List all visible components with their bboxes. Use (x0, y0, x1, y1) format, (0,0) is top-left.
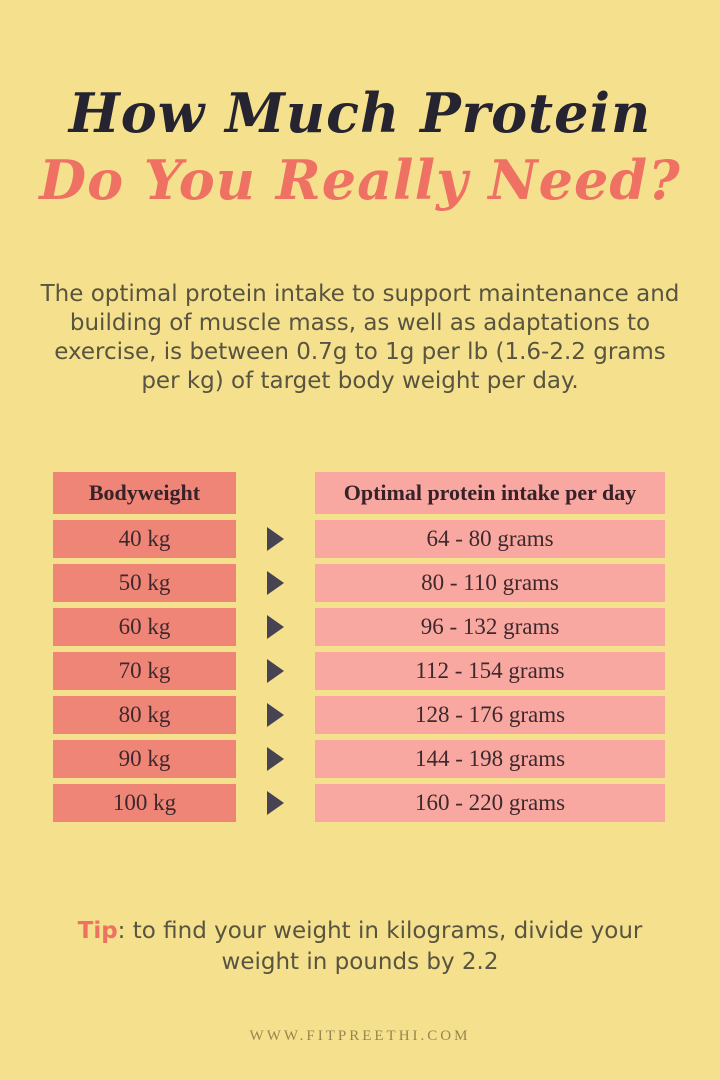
table-header-row (53, 472, 665, 514)
table-row (53, 520, 665, 558)
header-spacer (236, 472, 315, 514)
intake-cell: 112 - 154 grams (315, 652, 665, 690)
right-arrow-icon (267, 703, 284, 727)
intake-cell: 128 - 176 grams (315, 696, 665, 734)
intake-cell: 80 - 110 grams (315, 564, 665, 602)
intro-paragraph: The optimal protein intake to support maintenance and building of muscle mass, as well as adaptations to exercise, is between 0.7g to 1g per lb (1.6-2.2 grams per kg) of target body weight per day. (40, 281, 680, 394)
right-arrow-icon (267, 615, 284, 639)
title-line-1: How Much Protein (68, 81, 652, 145)
table-row (53, 696, 665, 734)
tip-section (0, 916, 720, 978)
right-arrow-icon (267, 791, 284, 815)
bodyweight-cell: 80 kg (53, 696, 236, 734)
right-arrow-icon (267, 571, 284, 595)
intake-cell: 144 - 198 grams (315, 740, 665, 778)
intake-cell: 96 - 132 grams (315, 608, 665, 646)
right-arrow-icon (267, 747, 284, 771)
page-title (0, 0, 720, 214)
bodyweight-cell: 100 kg (53, 784, 236, 822)
bodyweight-cell: 90 kg (53, 740, 236, 778)
right-arrow-icon (267, 527, 284, 551)
bodyweight-cell: 50 kg (53, 564, 236, 602)
protein-intake-table (53, 472, 665, 822)
table-row (53, 564, 665, 602)
intake-cell: 160 - 220 grams (315, 784, 665, 822)
intake-column-header: Optimal protein intake per day (315, 472, 665, 514)
table-row (53, 740, 665, 778)
tip-label: Tip (77, 918, 118, 944)
table-row (53, 784, 665, 822)
bodyweight-cell: 40 kg (53, 520, 236, 558)
intake-cell: 64 - 80 grams (315, 520, 665, 558)
right-arrow-icon (267, 659, 284, 683)
table-row (53, 652, 665, 690)
bodyweight-cell: 70 kg (53, 652, 236, 690)
table-row (53, 608, 665, 646)
tip-text (70, 916, 650, 978)
bodyweight-cell: 60 kg (53, 608, 236, 646)
bodyweight-column-header: Bodyweight (53, 472, 236, 514)
website-footer: WWW.FITPREETHI.COM (249, 1028, 471, 1044)
title-line-2: Do You Really Need? (39, 148, 681, 212)
tip-body: : to find your weight in kilograms, divide your weight in pounds by 2.2 (117, 918, 643, 975)
